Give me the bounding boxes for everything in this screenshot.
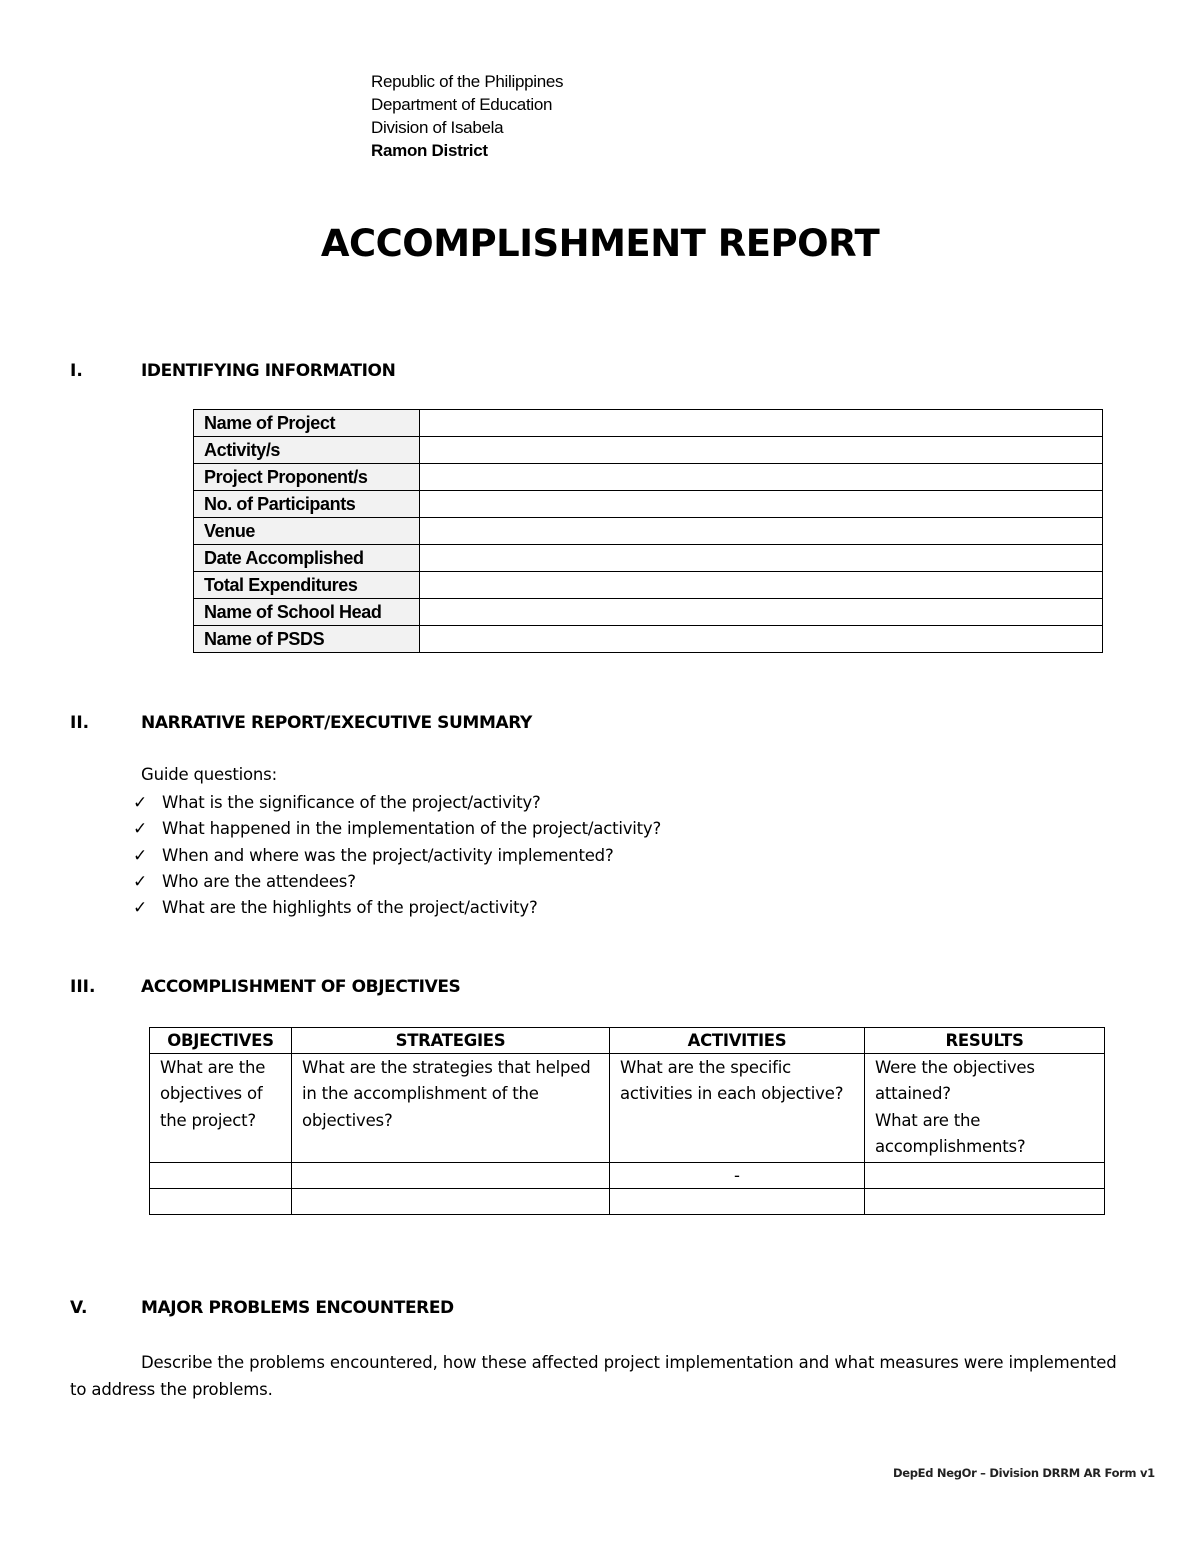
section-3-number: III. (70, 977, 96, 997)
field-label: Project Proponent/s (194, 464, 420, 491)
identifying-info-table (193, 409, 1103, 653)
question-text: What happened in the implementation of the project/activity? (162, 819, 662, 839)
objectives-table (149, 1027, 1105, 1215)
section-5-title: MAJOR PROBLEMS ENCOUNTERED (141, 1298, 454, 1318)
list-item (133, 790, 661, 816)
letterhead-division: Division of Isabela (371, 118, 504, 137)
table-cell[interactable] (150, 1189, 292, 1215)
guide-questions-list (133, 790, 661, 921)
letterhead (371, 70, 563, 162)
column-header-results: RESULTS (865, 1028, 1105, 1054)
table-row (194, 518, 1103, 545)
section-5-number: V. (70, 1298, 88, 1318)
table-row (194, 464, 1103, 491)
field-label: Name of PSDS (194, 626, 420, 653)
field-label: Activity/s (194, 437, 420, 464)
question-text: What is the significance of the project/activity? (162, 793, 541, 812)
strategies-description: What are the strategies that helped in the accomplishment of the objectives? (292, 1054, 610, 1163)
field-value[interactable] (420, 464, 1103, 491)
table-row (150, 1163, 1105, 1189)
table-header-row (150, 1028, 1105, 1054)
list-item (133, 843, 661, 869)
check-icon: ✓ (133, 819, 148, 840)
table-cell[interactable] (865, 1189, 1105, 1215)
field-label: Name of Project (194, 410, 420, 437)
field-label: Total Expenditures (194, 572, 420, 599)
section-2-number: II. (70, 713, 90, 733)
field-value[interactable] (420, 599, 1103, 626)
table-row (194, 437, 1103, 464)
section-2-title: NARRATIVE REPORT/EXECUTIVE SUMMARY (141, 713, 532, 733)
field-value[interactable] (420, 410, 1103, 437)
check-icon: ✓ (133, 898, 148, 919)
field-value[interactable] (420, 545, 1103, 572)
check-icon: ✓ (133, 793, 148, 813)
question-text: What are the highlights of the project/activity? (162, 898, 538, 918)
table-cell[interactable] (292, 1163, 610, 1189)
check-icon: ✓ (133, 845, 148, 866)
table-row (150, 1054, 1105, 1163)
question-text: When and where was the project/activity implemented? (162, 845, 614, 865)
form-footer: DepEd NegOr – Division DRRM AR Form v1 (893, 1466, 1155, 1480)
table-row (194, 545, 1103, 572)
table-cell[interactable] (865, 1163, 1105, 1189)
table-row (194, 626, 1103, 653)
document-title: ACCOMPLISHMENT REPORT (320, 222, 880, 265)
field-label: Venue (194, 518, 420, 545)
check-icon: ✓ (133, 871, 148, 892)
list-item (133, 869, 661, 895)
letterhead-republic: Republic of the Philippines (371, 72, 564, 91)
activities-description: What are the specific activities in each objective? (610, 1054, 865, 1163)
field-value[interactable] (420, 518, 1103, 545)
table-cell[interactable] (150, 1163, 292, 1189)
letterhead-department: Department of Education (371, 95, 553, 114)
column-header-objectives: OBJECTIVES (150, 1028, 292, 1054)
column-header-activities: ACTIVITIES (610, 1028, 865, 1054)
section-1-title: IDENTIFYING INFORMATION (141, 361, 396, 381)
field-value[interactable] (420, 437, 1103, 464)
field-label: Date Accomplished (194, 545, 420, 572)
table-row (194, 599, 1103, 626)
section-3-title: ACCOMPLISHMENT OF OBJECTIVES (141, 977, 461, 997)
question-text: Who are the attendees? (162, 871, 356, 891)
list-item (133, 895, 661, 921)
field-label: Name of School Head (194, 599, 420, 626)
field-label: No. of Participants (194, 491, 420, 518)
table-cell[interactable] (610, 1189, 865, 1215)
table-cell[interactable]: - (610, 1163, 865, 1189)
problems-paragraph: Describe the problems encountered, how these affected project implementation and what measures were implemented to address the problems. (70, 1353, 1117, 1399)
results-description: Were the objectives attained? What are the accomplishments? (865, 1054, 1105, 1163)
table-row (194, 572, 1103, 599)
section-1-number: I. (70, 361, 83, 381)
list-item (133, 816, 661, 842)
table-row (194, 410, 1103, 437)
column-header-strategies: STRATEGIES (292, 1028, 610, 1054)
objectives-description: What are the objectives of the project? (150, 1054, 292, 1163)
table-row (150, 1189, 1105, 1215)
field-value[interactable] (420, 491, 1103, 518)
table-row (194, 491, 1103, 518)
guide-questions-label: Guide questions: (141, 765, 277, 784)
table-cell[interactable] (292, 1189, 610, 1215)
field-value[interactable] (420, 572, 1103, 599)
letterhead-district: Ramon District (371, 141, 488, 160)
field-value[interactable] (420, 626, 1103, 653)
